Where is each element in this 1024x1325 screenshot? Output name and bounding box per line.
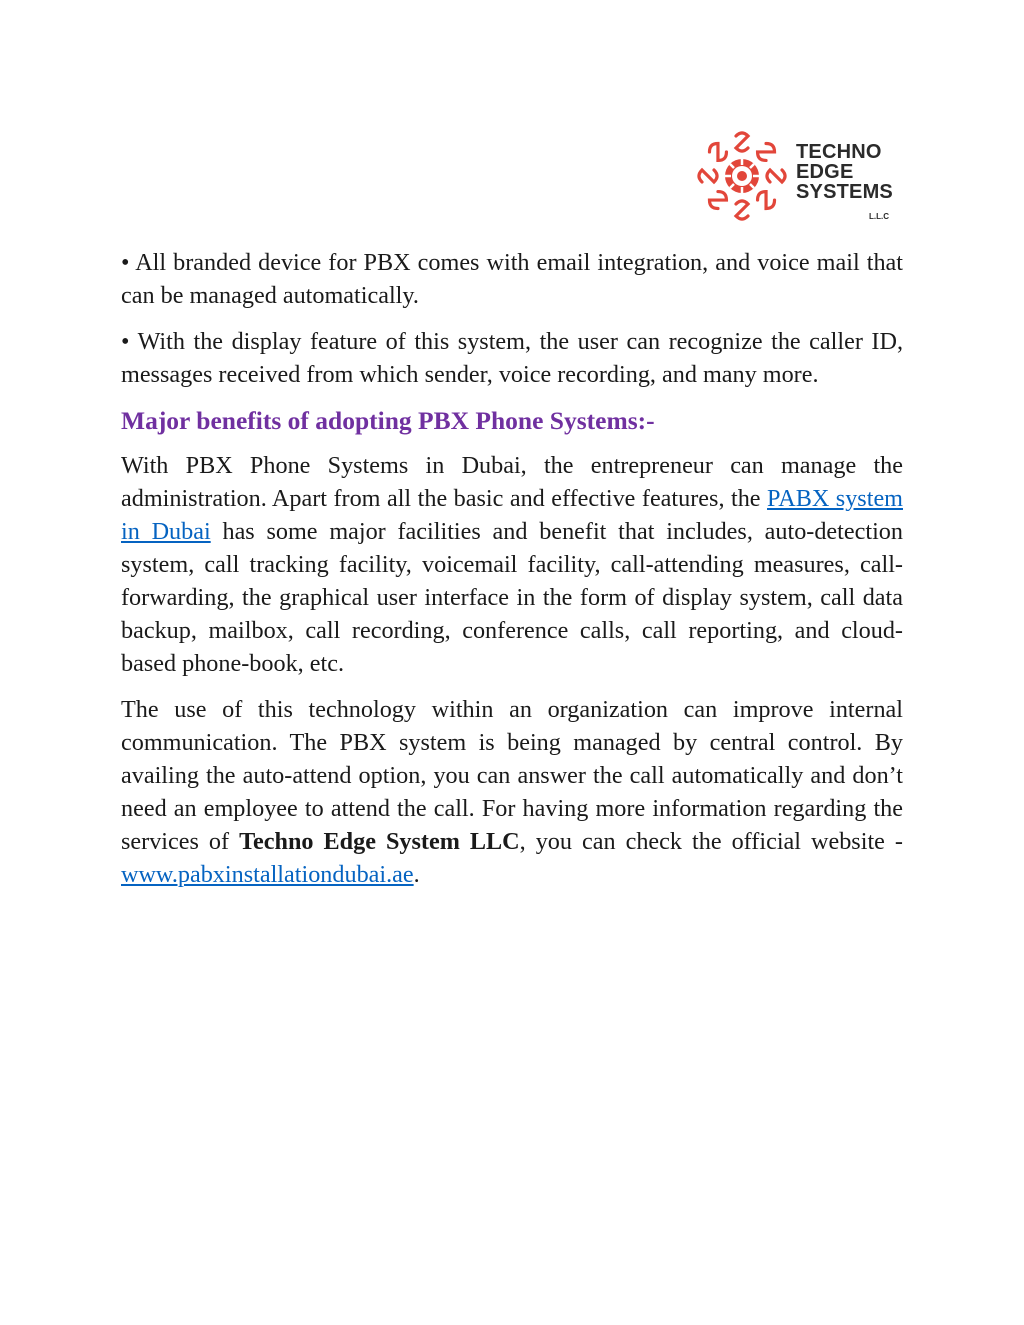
section-heading: Major benefits of adopting PBX Phone Systems:- (121, 406, 655, 435)
technology-paragraph (121, 693, 903, 891)
pabx-system-link[interactable]: PABX system in Dubai (121, 485, 903, 545)
benefits-text-start: With PBX Phone Systems in Dubai, the entrepreneur can manage the administration. Apart from all the basic and effective features, the (121, 452, 903, 512)
logo-line-edge: EDGE (796, 161, 854, 183)
document-body (121, 246, 903, 904)
logo-wordmark (796, 142, 893, 202)
technology-text-middle: , you can check the official website - (519, 828, 903, 855)
technology-text-start: The use of this technology within an organization can improve internal communication. The PBX system is being managed by central control. By availing the auto-attend option, you can answer the call automatically and don’t need an employee to attend the call. For having more information regarding the services of (121, 696, 903, 855)
bullet-email-integration: • All branded device for PBX comes with email integration, and voice mail that can be managed automatically. (121, 249, 903, 309)
benefits-text-end: has some major facilities and benefit that includes, auto-detection system, call tracking facility, voicemail facility, call-attending measures, call-forwarding, the graphical user interface in the form of display system, call data backup, mailbox, call recording, conference calls, call reporting, and cloud-based phone-book, etc. (121, 518, 903, 677)
technology-text-end: . (413, 861, 420, 888)
logo-line-techno: TECHNO (796, 141, 882, 163)
website-link[interactable]: www.pabxinstallationdubai.ae (121, 861, 414, 888)
gear-sun-logo-icon (696, 130, 788, 222)
benefits-paragraph (121, 449, 903, 680)
bullet-display-feature: • With the display feature of this system, the user can recognize the caller ID, messages received from which sender, voice recording, and many more. (121, 328, 903, 388)
logo-llc: L.L.C (869, 212, 889, 221)
company-logo (696, 130, 896, 222)
logo-line-systems: SYSTEMS (796, 181, 893, 203)
company-name: Techno Edge System LLC (239, 828, 520, 855)
